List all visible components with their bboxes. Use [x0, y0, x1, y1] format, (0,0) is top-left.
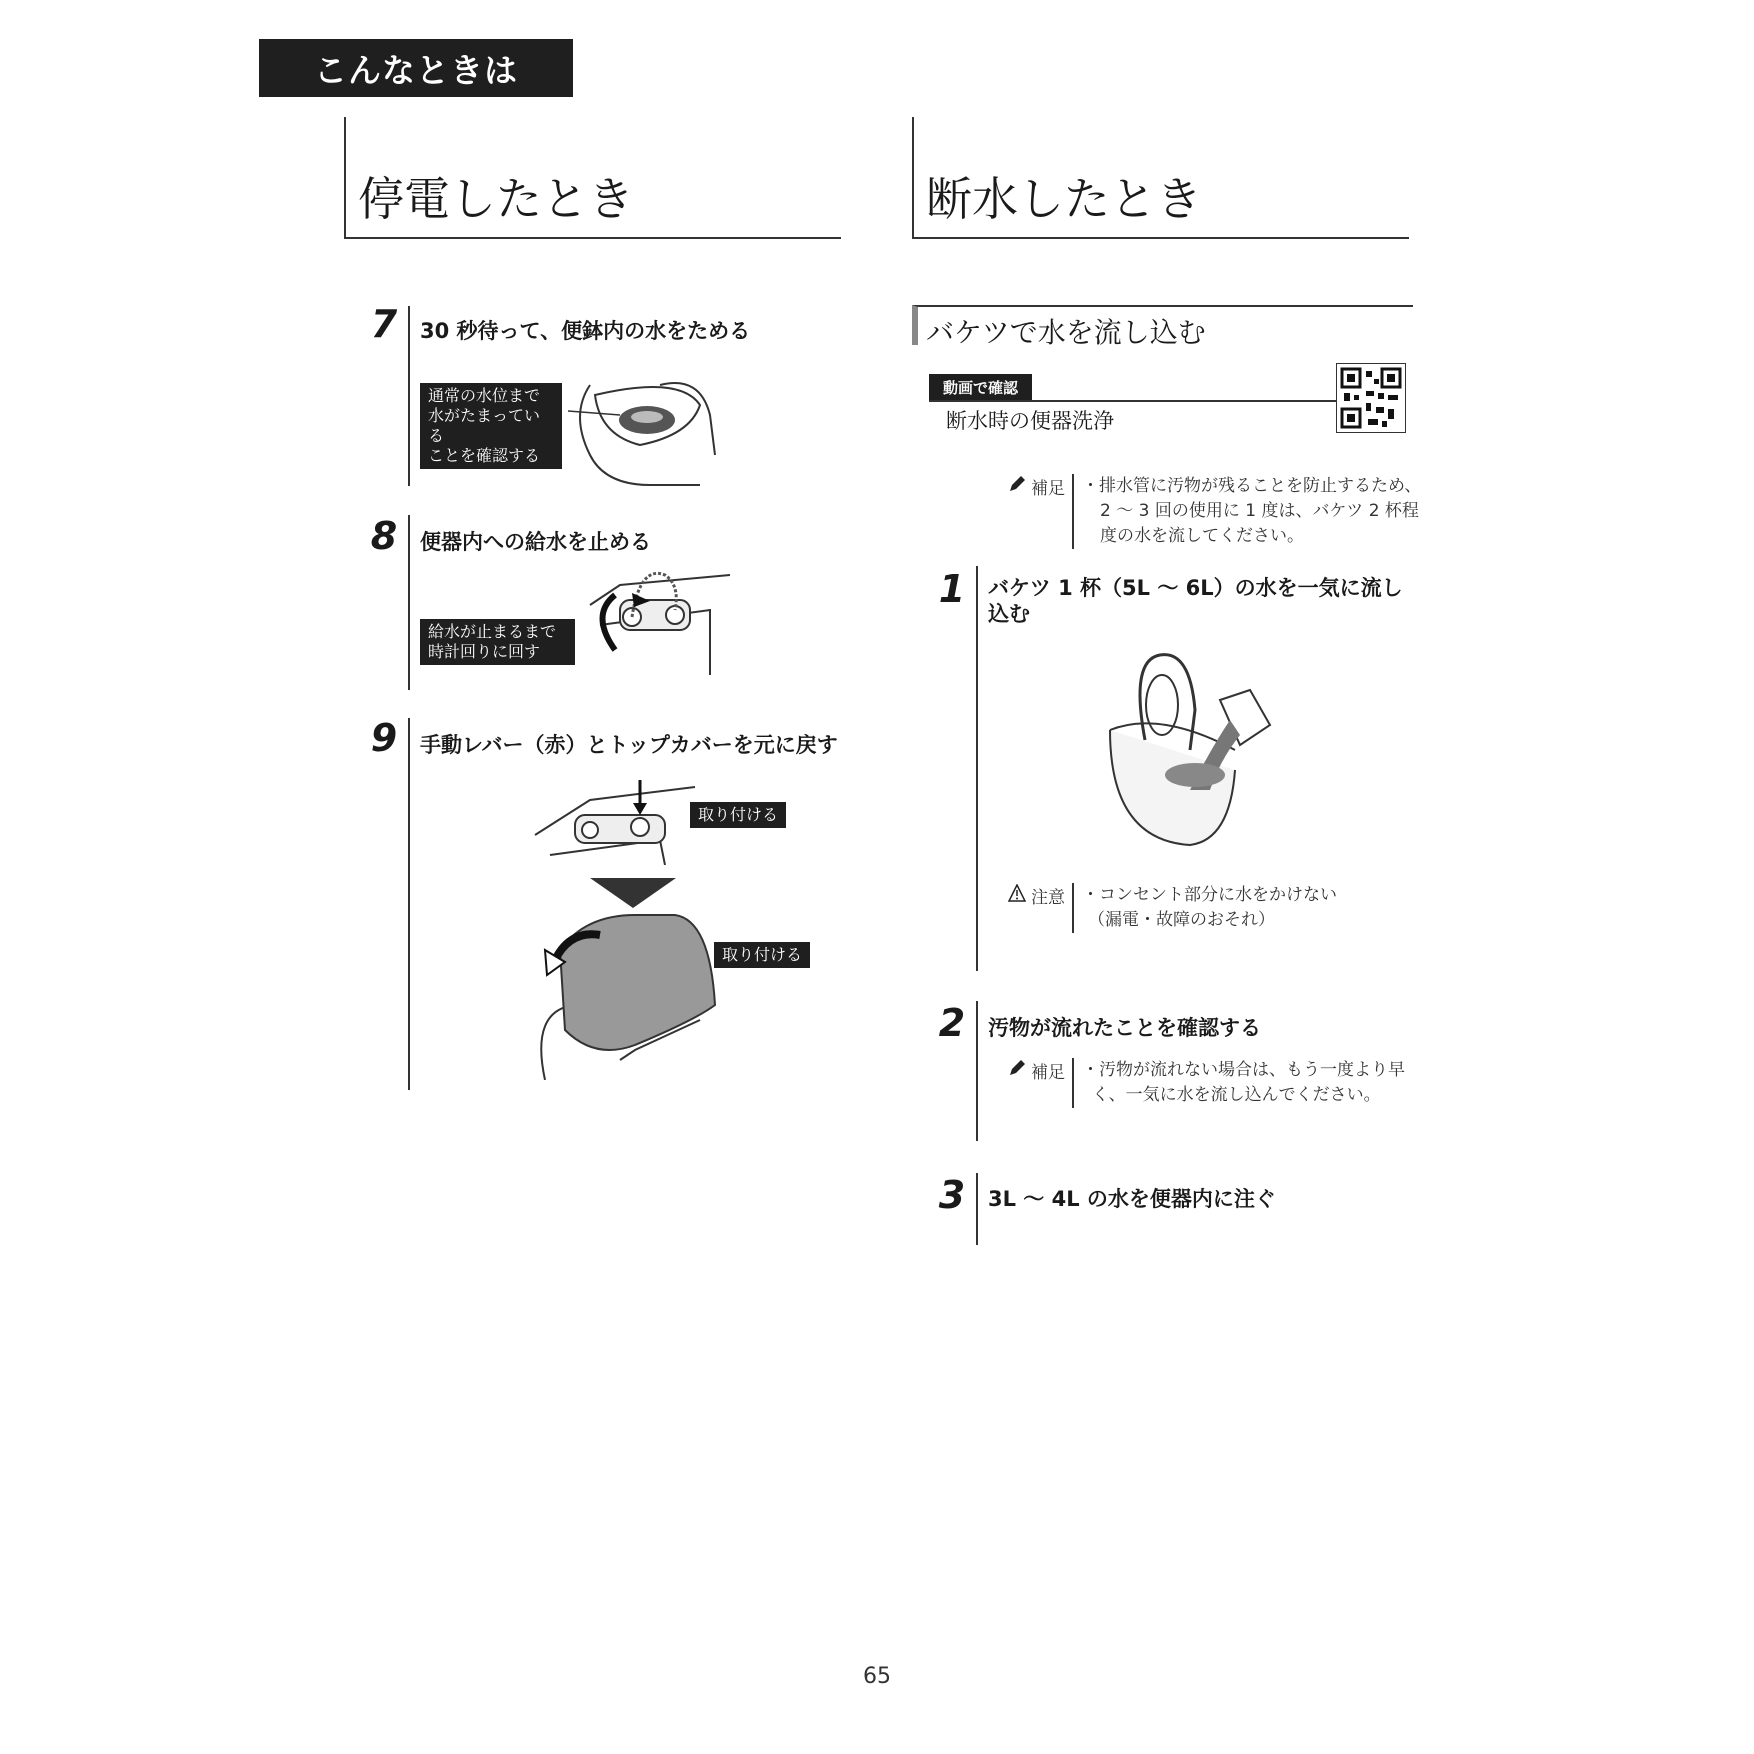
note-label: 補足	[1031, 1063, 1065, 1083]
step-number: 3	[938, 1173, 966, 1217]
note-line: く、一気に水を流し込んでください。	[1092, 1085, 1381, 1105]
step-divider	[408, 515, 410, 690]
callout-attach-lever: 取り付ける	[690, 802, 786, 828]
note-line: ・汚物が流れない場合は、もう一度より早	[1082, 1060, 1405, 1080]
step-number: 1	[938, 567, 966, 611]
bucket-pour-illustration	[1100, 650, 1280, 850]
section-title: 停電したとき	[358, 172, 634, 226]
video-divider	[929, 400, 1337, 402]
sub-heading-bucket	[912, 305, 1413, 349]
step-divider	[976, 566, 978, 971]
callout-water-level	[420, 383, 562, 469]
note-label: 補足	[1031, 479, 1065, 499]
section-heading-water-outage	[912, 117, 1409, 239]
qr-code-icon[interactable]	[1336, 363, 1406, 433]
caution-line: （漏電・故障のおそれ）	[1088, 910, 1275, 930]
step-number: 9	[370, 716, 398, 760]
top-cover-illustration	[525, 910, 725, 1080]
note-body	[1072, 474, 1422, 549]
callout-line: 水がたまっている	[428, 406, 541, 445]
step-divider	[408, 718, 410, 1090]
water-valve-illustration	[570, 565, 740, 680]
chapter-tag: こんなときは	[259, 39, 573, 97]
step-divider	[976, 1173, 978, 1245]
step-number: 2	[938, 1001, 966, 1045]
callout-line: 給水が止まるまで	[428, 622, 557, 641]
pencil-icon	[1008, 475, 1026, 493]
step-number: 8	[370, 514, 398, 558]
sub-title: バケツで水を流し込む	[926, 316, 1206, 349]
step-title-line: 込む	[988, 602, 1030, 626]
section-heading-power-outage	[344, 117, 841, 239]
note-line: 度の水を流してください。	[1100, 526, 1304, 546]
lever-reattach-illustration	[530, 775, 700, 865]
section-title: 断水したとき	[926, 172, 1202, 226]
step-title: 30 秒待って、便鉢内の水をためる	[420, 319, 751, 343]
step-title-line: バケツ 1 杯（5L ～ 6L）の水を一気に流し	[988, 576, 1403, 600]
step-divider	[976, 1001, 978, 1141]
warning-triangle-icon	[1008, 884, 1026, 902]
caution-line: ・コンセント部分に水をかけない	[1082, 885, 1337, 905]
step-title: 汚物が流れたことを確認する	[988, 1016, 1261, 1040]
video-caption: 断水時の便器洗浄	[946, 409, 1114, 433]
step-title	[988, 575, 1403, 627]
note-body	[1072, 1058, 1412, 1108]
callout-attach-cover: 取り付ける	[714, 942, 810, 968]
note-line: 2 ～ 3 回の使用に 1 度は、バケツ 2 杯程	[1100, 501, 1419, 521]
caution-label: 注意	[1031, 888, 1065, 908]
page-number: 65	[863, 1664, 891, 1689]
caution-body	[1072, 883, 1382, 933]
callout-turn-clockwise	[420, 619, 575, 665]
callout-line: 時計回りに回す	[428, 642, 541, 661]
step-number: 7	[370, 302, 398, 346]
note-line: ・排水管に汚物が残ることを防止するため、	[1082, 476, 1422, 496]
step-title: 3L ～ 4L の水を便器内に注ぐ	[988, 1187, 1276, 1211]
video-tag: 動画で確認	[929, 374, 1032, 401]
step-divider	[408, 306, 410, 486]
callout-line: 通常の水位まで	[428, 386, 541, 405]
pencil-icon	[1008, 1059, 1026, 1077]
step-title: 便器内への給水を止める	[420, 530, 651, 554]
callout-line: ことを確認する	[428, 446, 541, 465]
step-title: 手動レバー（赤）とトップカバーを元に戻す	[420, 733, 838, 757]
down-arrow-icon	[590, 878, 676, 908]
